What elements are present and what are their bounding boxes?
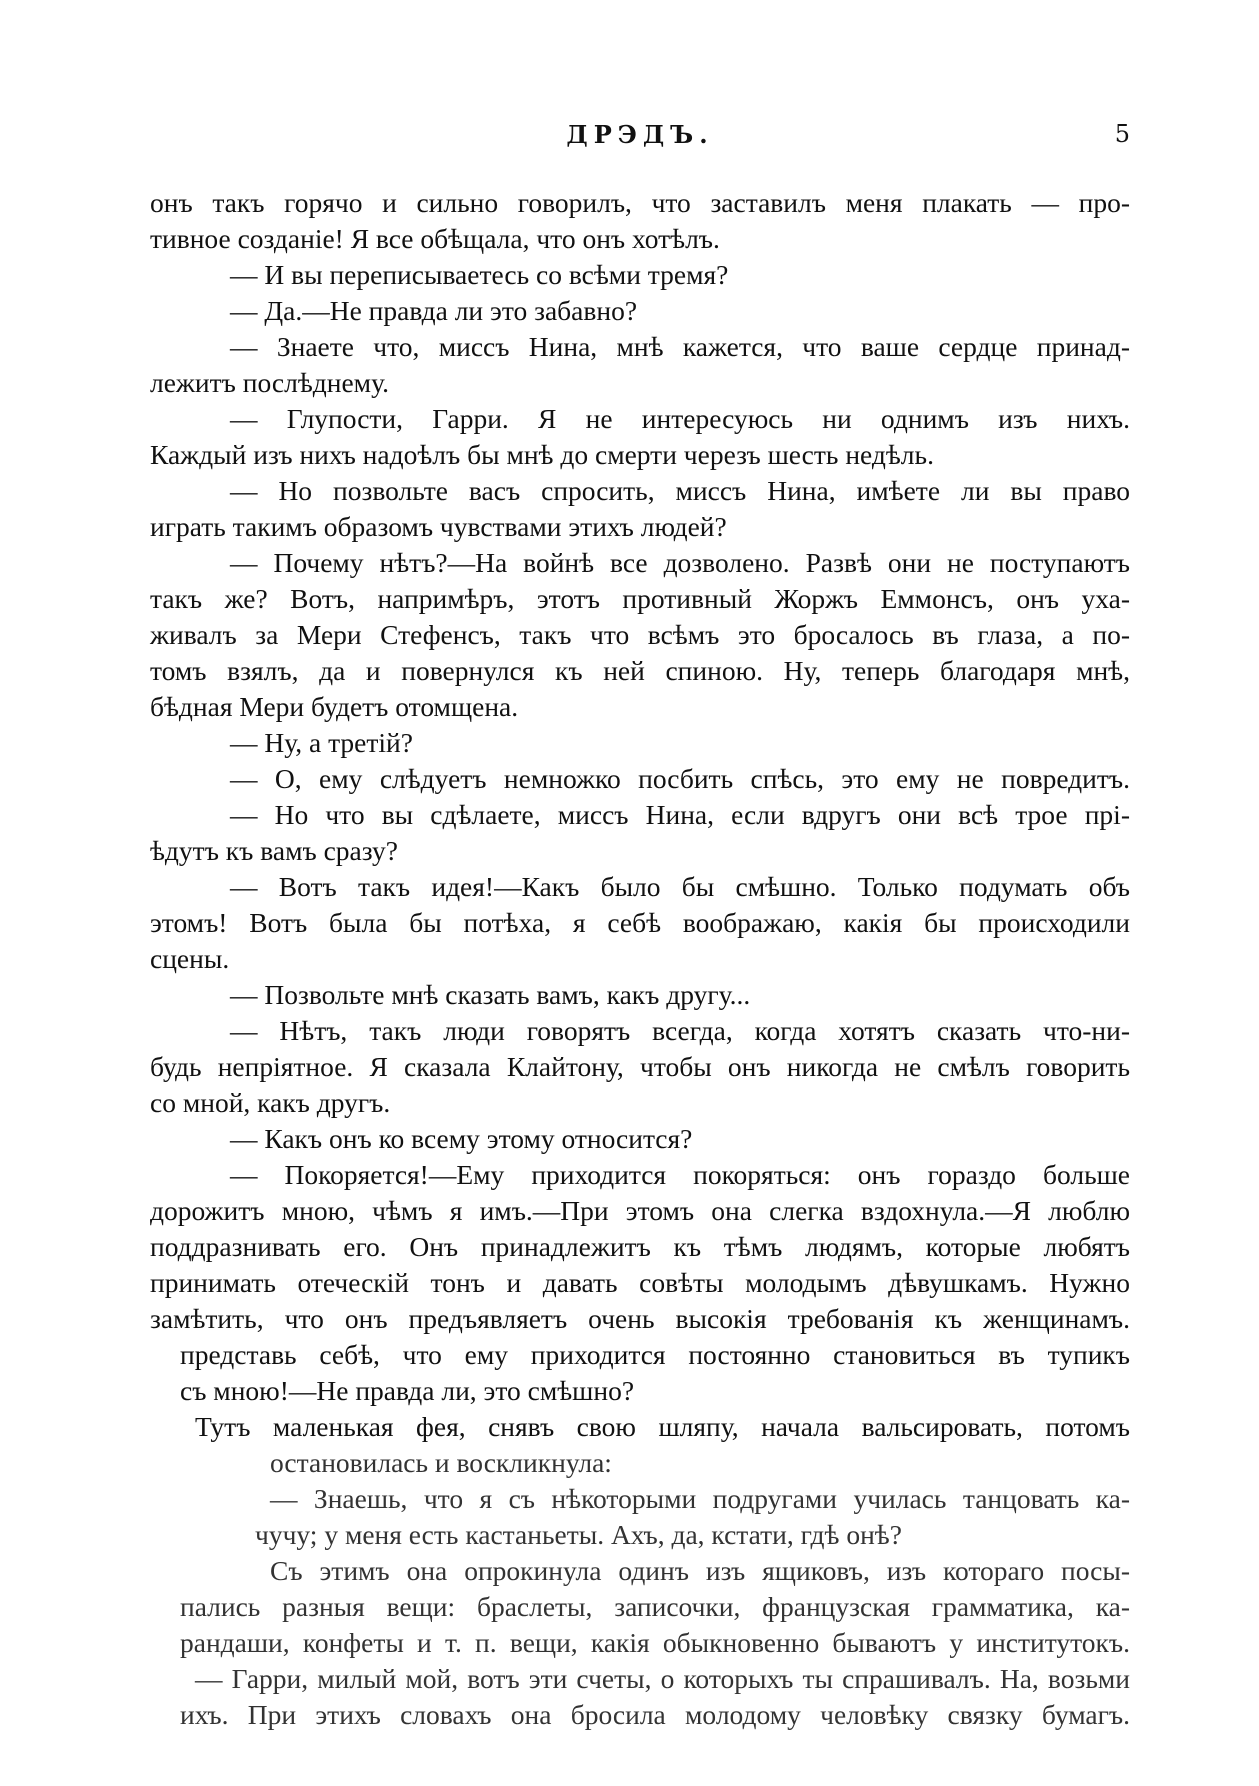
dialogue-line: — Вотъ такъ идея!—Какъ было бы смѣшно. Только подумать объ bbox=[230, 871, 1130, 902]
text-line: Тутъ маленькая фея, снявъ свою шляпу, начала вальсировать, потомъ bbox=[195, 1411, 1130, 1442]
text-line: со мной, какъ другъ. bbox=[150, 1087, 391, 1118]
dialogue-line: — Покоряется!—Ему приходится покоряться: онъ гораздо больше bbox=[230, 1159, 1130, 1190]
text-line: такъ же? Вотъ, напримѣръ, этотъ противный Жоржъ Еммонсъ, онъ уха- bbox=[150, 583, 1130, 614]
dialogue-line: — Позвольте мнѣ сказать вамъ, какъ другу... bbox=[230, 979, 751, 1010]
text-line: принимать отеческій тонъ и давать совѣты молодымъ дѣвушкамъ. Нужно bbox=[150, 1267, 1130, 1298]
text-line: лежитъ послѣднему. bbox=[150, 367, 389, 398]
text-line: остановилась и воскликнула: bbox=[270, 1447, 612, 1478]
body-text bbox=[150, 185, 1130, 1733]
text-line: представь себѣ, что ему приходится постоянно становиться въ тупикъ bbox=[180, 1339, 1130, 1370]
dialogue-line: — Какъ онъ ко всему этому относится? bbox=[230, 1123, 693, 1154]
dialogue-line: — Но позвольте васъ спросить, миссъ Нина, имѣете ли вы право bbox=[230, 475, 1130, 506]
text-line: Съ этимъ она опрокинула одинъ изъ ящиковъ, изъ котораго посы- bbox=[270, 1555, 1130, 1586]
dialogue-line: — Но что вы сдѣлаете, миссъ Нина, если вдругъ они всѣ трое прі- bbox=[230, 799, 1130, 830]
text-line: ѣдутъ къ вамъ сразу? bbox=[150, 835, 398, 866]
text-line: ихъ. При этихъ словахъ она бросила молодому человѣку связку бумагъ. bbox=[180, 1699, 1130, 1730]
text-line: пались разныя вещи: браслеты, записочки, французская грамматика, ка- bbox=[180, 1591, 1130, 1622]
dialogue-line: — Знаешь, что я съ нѣкоторыми подругами училась танцовать ка- bbox=[270, 1483, 1130, 1514]
text-line: чучу; у меня есть кастаньеты. Ахъ, да, кстати, гдѣ онѣ? bbox=[255, 1519, 902, 1550]
text-line: дорожитъ мною, чѣмъ я имъ.—При этомъ она слегка вздохнула.—Я люблю bbox=[150, 1195, 1130, 1226]
text-line: сцены. bbox=[150, 943, 230, 974]
dialogue-line: — И вы переписываетесь со всѣми тремя? bbox=[230, 259, 729, 290]
text-line: бѣдная Мери будетъ отомщена. bbox=[150, 691, 519, 722]
dialogue-line: — Глупости, Гарри. Я не интересуюсь ни однимъ изъ нихъ. bbox=[230, 403, 1130, 434]
page-number: 5 bbox=[1114, 120, 1130, 148]
dialogue-line: — Знаете что, миссъ Нина, мнѣ кажется, что ваше сердце принад- bbox=[230, 331, 1130, 362]
text-line: Каждый изъ нихъ надоѣлъ бы мнѣ до смерти черезъ шесть недѣль. bbox=[150, 439, 934, 470]
text-line: рандаши, конфеты и т. п. вещи, какія обыкновенно бываютъ у институтокъ. bbox=[180, 1627, 1130, 1658]
dialogue-line: — Гарри, милый мой, вотъ эти счеты, о которыхъ ты спрашивалъ. На, возьми bbox=[195, 1663, 1130, 1694]
text-line: этомъ! Вотъ была бы потѣха, я себѣ воображаю, какія бы происходили bbox=[150, 907, 1130, 938]
text-line: съ мною!—Не правда ли, это смѣшно? bbox=[180, 1375, 635, 1406]
text-line: играть такимъ образомъ чувствами этихъ людей? bbox=[150, 511, 727, 542]
text-line: тивное созданіе! Я все обѣщала, что онъ хотѣлъ. bbox=[150, 223, 720, 254]
text-line: замѣтить, что онъ предъявляетъ очень высокія требованія къ женщинамъ. bbox=[150, 1303, 1130, 1334]
dialogue-line: — Ну, а третій? bbox=[230, 727, 413, 758]
running-title: ДРЭДЪ. bbox=[566, 120, 714, 149]
text-line: живалъ за Мери Стефенсъ, такъ что всѣмъ это бросалось въ глаза, а по- bbox=[150, 619, 1130, 650]
text-line: онъ такъ горячо и сильно говорилъ, что заставилъ меня плакать — про- bbox=[150, 187, 1130, 218]
dialogue-line: — Почему нѣтъ?—На войнѣ все дозволено. Развѣ они не поступаютъ bbox=[230, 547, 1130, 578]
running-head bbox=[150, 120, 1130, 160]
text-line: поддразнивать его. Онъ принадлежитъ къ тѣмъ людямъ, которые любятъ bbox=[150, 1231, 1130, 1262]
text-line: томъ взялъ, да и повернулся къ ней спиною. Ну, теперь благодаря мнѣ, bbox=[150, 655, 1130, 686]
dialogue-line: — О, ему слѣдуетъ немножко посбить спѣсь, это ему не повредитъ. bbox=[230, 763, 1130, 794]
text-line: будь непріятное. Я сказала Клайтону, чтобы онъ никогда не смѣлъ говорить bbox=[150, 1051, 1130, 1082]
dialogue-line: — Да.—Не правда ли это забавно? bbox=[230, 295, 638, 326]
dialogue-line: — Нѣтъ, такъ люди говорятъ всегда, когда хотятъ сказать что-ни- bbox=[230, 1015, 1130, 1046]
